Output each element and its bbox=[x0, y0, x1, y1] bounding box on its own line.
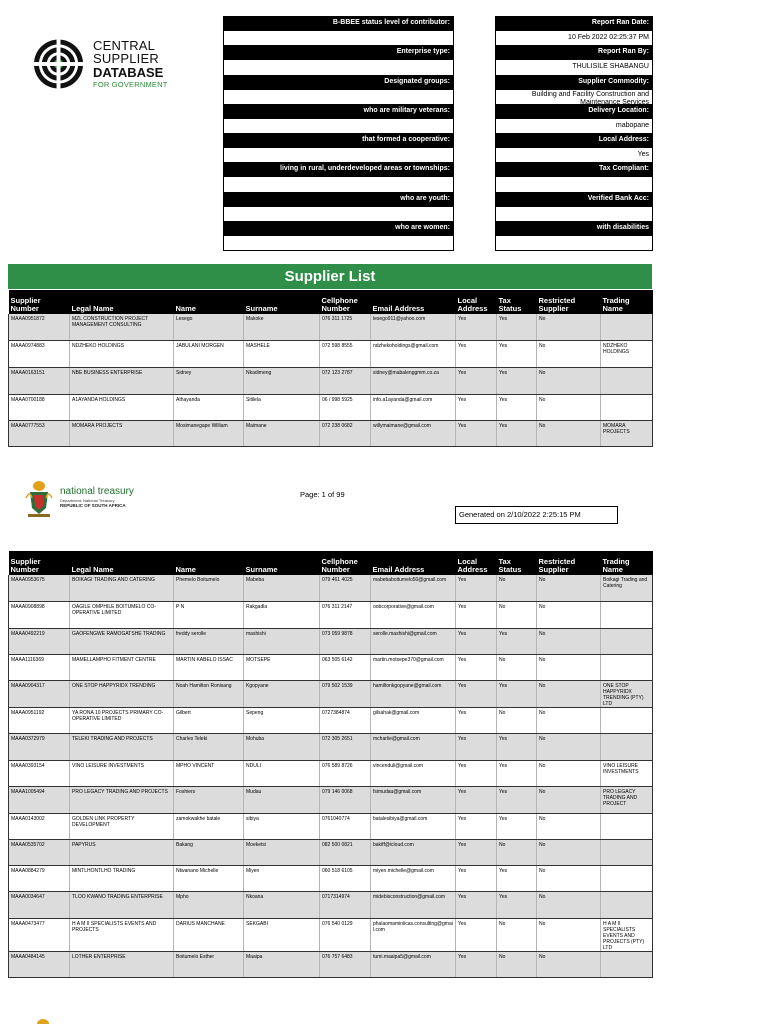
cell-email: willymaimane@gmail.com bbox=[371, 420, 456, 446]
cell-local-address: Yes bbox=[456, 314, 497, 340]
cell-name: Boitumelo Esther bbox=[174, 951, 244, 977]
cell-tax-status: Yes bbox=[497, 340, 537, 367]
cell-name: Bakang bbox=[174, 839, 244, 865]
table-row bbox=[9, 707, 653, 733]
supplier-table-page2 bbox=[8, 551, 653, 978]
criteria-label: Tax Compliant: bbox=[496, 163, 652, 177]
cell-trading-name bbox=[601, 839, 653, 865]
cell-legal-name: PRO LEGACY TRADING AND PROJECTS bbox=[70, 786, 174, 813]
cell-name: Gilbert bbox=[174, 707, 244, 733]
coat-of-arms-icon bbox=[28, 1016, 58, 1024]
column-header-tax-status: Tax Status bbox=[497, 290, 537, 314]
cell-email: batalesibiya@gmail.com bbox=[371, 813, 456, 839]
cell-tax-status: Yes bbox=[497, 367, 537, 394]
cell-restricted-supplier: No bbox=[537, 891, 601, 918]
table-row bbox=[9, 654, 653, 680]
cell-local-address: Yes bbox=[456, 813, 497, 839]
cell-local-address: Yes bbox=[456, 654, 497, 680]
cell-surname: MOTSEPE bbox=[244, 654, 320, 680]
column-header-trading-name: Trading Name bbox=[601, 551, 653, 575]
table-row bbox=[9, 575, 653, 601]
cell-supplier-number: MAAA0908898 bbox=[9, 601, 70, 628]
national-treasury-logo bbox=[24, 474, 159, 522]
column-header-name: Name bbox=[174, 290, 244, 314]
column-header-restricted-supplier: Restricted Supplier bbox=[537, 551, 601, 575]
criteria-label: Delivery Location: bbox=[496, 105, 652, 119]
criteria-value bbox=[224, 207, 453, 222]
cell-name: Charles Teleki bbox=[174, 733, 244, 760]
cell-supplier-number: MAAA0951192 bbox=[9, 707, 70, 733]
cell-tax-status: Yes bbox=[497, 733, 537, 760]
cell-legal-name: PAPYRUS bbox=[70, 839, 174, 865]
cell-trading-name: MOMARA PROJECTS bbox=[601, 420, 653, 446]
cell-email: ndzhekoholdings@gmail.com bbox=[371, 340, 456, 367]
criteria-value bbox=[224, 60, 453, 75]
cell-cellphone: 072 305 2651 bbox=[320, 733, 371, 760]
cell-supplier-number: MAAA1116369 bbox=[9, 654, 70, 680]
cell-legal-name: MOMARA PROJECTS bbox=[70, 420, 174, 446]
cell-trading-name bbox=[601, 314, 653, 340]
cell-tax-status: Yes bbox=[497, 813, 537, 839]
cell-name: MARTIN KABELO ISSAC bbox=[174, 654, 244, 680]
cell-local-address: Yes bbox=[456, 786, 497, 813]
cell-restricted-supplier: No bbox=[537, 314, 601, 340]
cell-email: phalaomaminiicas.consulting@gmail.com bbox=[371, 918, 456, 951]
cell-supplier-number: MAAA0535702 bbox=[9, 839, 70, 865]
cell-legal-name: LOTHER ENTERPRISE bbox=[70, 951, 174, 977]
cell-restricted-supplier: No bbox=[537, 760, 601, 786]
cell-supplier-number: MAAA0372979 bbox=[9, 733, 70, 760]
nt-title: national treasury bbox=[60, 486, 134, 498]
cell-tax-status: Yes bbox=[497, 420, 537, 446]
cell-supplier-number: MAAA0974883 bbox=[9, 340, 70, 367]
cell-name: Lesego bbox=[174, 314, 244, 340]
cell-supplier-number: MAAA0473477 bbox=[9, 918, 70, 951]
cell-restricted-supplier: No bbox=[537, 839, 601, 865]
logo-line3: FOR GOVERNMENT bbox=[93, 80, 168, 90]
criteria-value bbox=[224, 119, 453, 134]
cell-trading-name: Boikagi Trading and Catering bbox=[601, 575, 653, 601]
criteria-value bbox=[224, 177, 453, 192]
column-header-email: Email Address bbox=[371, 290, 456, 314]
cell-surname: mashishi bbox=[244, 628, 320, 654]
cell-surname: Mabeba bbox=[244, 575, 320, 601]
report-criteria-left bbox=[223, 16, 454, 251]
cell-tax-status: Yes bbox=[497, 314, 537, 340]
criteria-value: THULISILE SHABANGU bbox=[496, 60, 652, 75]
cell-trading-name bbox=[601, 601, 653, 628]
cell-legal-name: TLOO KWANO TRADING ENTERPRISE bbox=[70, 891, 174, 918]
cell-restricted-supplier: No bbox=[537, 420, 601, 446]
cell-cellphone: 0717314974 bbox=[320, 891, 371, 918]
table-row bbox=[9, 367, 653, 394]
cell-tax-status: No bbox=[497, 839, 537, 865]
cell-legal-name: MZL CONSTRUCTION PROJECT MANAGEMENT CONSULTING bbox=[70, 314, 174, 340]
column-header-name: Name bbox=[174, 551, 244, 575]
criteria-value bbox=[496, 207, 652, 222]
cell-email: tumi.maaipa5@gmail.com bbox=[371, 951, 456, 977]
cell-legal-name: GAOFENGWE RAMOGATSHE TRADING bbox=[70, 628, 174, 654]
cell-name: Mosimanegape William bbox=[174, 420, 244, 446]
cell-cellphone: 076 757 6483 bbox=[320, 951, 371, 977]
cell-cellphone: 082 500 0821 bbox=[320, 839, 371, 865]
cell-surname: SEKGABI bbox=[244, 918, 320, 951]
cell-surname: Nkoana bbox=[244, 891, 320, 918]
cell-restricted-supplier: No bbox=[537, 394, 601, 420]
table-row bbox=[9, 340, 653, 367]
criteria-label: who are youth: bbox=[224, 193, 453, 207]
cell-trading-name bbox=[601, 654, 653, 680]
table-row bbox=[9, 891, 653, 918]
cell-name: MPHO VINCENT bbox=[174, 760, 244, 786]
cell-email: info.a1ayanda@gmail.com bbox=[371, 394, 456, 420]
cell-tax-status: No bbox=[497, 707, 537, 733]
cell-legal-name: NDZHEKO HOLDINGS bbox=[70, 340, 174, 367]
column-header-legal-name: Legal Name bbox=[70, 290, 174, 314]
cell-cellphone: 079 502 1539 bbox=[320, 680, 371, 707]
cell-surname: Makoke bbox=[244, 314, 320, 340]
cell-tax-status: Yes bbox=[497, 760, 537, 786]
cell-local-address: Yes bbox=[456, 760, 497, 786]
column-header-legal-name: Legal Name bbox=[70, 551, 174, 575]
cell-name: Noah Hamilton Ronisang bbox=[174, 680, 244, 707]
cell-local-address: Yes bbox=[456, 394, 497, 420]
table-row bbox=[9, 628, 653, 654]
cell-email: mabebaboitumelo50@gmail.com bbox=[371, 575, 456, 601]
criteria-label: who are women: bbox=[224, 222, 453, 236]
generated-timestamp: Generated on 2/10/2022 2:25:15 PM bbox=[455, 506, 618, 524]
cell-supplier-number: MAAA0700188 bbox=[9, 394, 70, 420]
table-row bbox=[9, 839, 653, 865]
cell-tax-status: Yes bbox=[497, 865, 537, 891]
cell-local-address: Yes bbox=[456, 951, 497, 977]
nt-country: REPUBLIC OF SOUTH AFRICA bbox=[60, 503, 126, 509]
table-row bbox=[9, 813, 653, 839]
cell-legal-name: A1AYANDA HOLDINGS bbox=[70, 394, 174, 420]
cell-name: DARIUS MANCHANE bbox=[174, 918, 244, 951]
criteria-label: who are military veterans: bbox=[224, 105, 453, 119]
cell-cellphone: 076 540 0129 bbox=[320, 918, 371, 951]
cell-cellphone: 072 598 8555 bbox=[320, 340, 371, 367]
cell-trading-name bbox=[601, 628, 653, 654]
cell-legal-name: VINO LEISURE INVESTMENTS bbox=[70, 760, 174, 786]
cell-restricted-supplier: No bbox=[537, 786, 601, 813]
cell-name: zamokwakhe batale bbox=[174, 813, 244, 839]
cell-supplier-number: MAAA0393154 bbox=[9, 760, 70, 786]
cell-legal-name: MAMELLAMPHO FITMENT CENTRE bbox=[70, 654, 174, 680]
table-row bbox=[9, 951, 653, 977]
cell-name: freddy serolle bbox=[174, 628, 244, 654]
criteria-label: Supplier Commodity: bbox=[496, 76, 652, 90]
cell-cellphone: 079 461 4025 bbox=[320, 575, 371, 601]
cell-surname: NDULI bbox=[244, 760, 320, 786]
column-header-cellphone: Cellphone Number bbox=[320, 551, 371, 575]
cell-restricted-supplier: No bbox=[537, 813, 601, 839]
table-row bbox=[9, 918, 653, 951]
cell-name: JABULANI MORGEN bbox=[174, 340, 244, 367]
cell-name: Foshiers bbox=[174, 786, 244, 813]
column-header-trading-name: Trading Name bbox=[601, 290, 653, 314]
column-header-supplier-number: Supplier Number bbox=[9, 551, 70, 575]
cell-cellphone: 072 238 0682 bbox=[320, 420, 371, 446]
criteria-value bbox=[496, 177, 652, 192]
criteria-value: Building and Facility Construction and Maintenance Services bbox=[496, 90, 652, 105]
column-header-tax-status: Tax Status bbox=[497, 551, 537, 575]
cell-supplier-number: MAAA0034647 bbox=[9, 891, 70, 918]
cell-surname: Sepeng bbox=[244, 707, 320, 733]
cell-local-address: Yes bbox=[456, 839, 497, 865]
criteria-label: with disabilities bbox=[496, 222, 652, 236]
cell-supplier-number: MAAA1005494 bbox=[9, 786, 70, 813]
cell-local-address: Yes bbox=[456, 891, 497, 918]
cell-surname: sibiya bbox=[244, 813, 320, 839]
cell-name: Mpho bbox=[174, 891, 244, 918]
cell-email: miyen.michelle@gmail.com bbox=[371, 865, 456, 891]
cell-surname: Nkadimeng bbox=[244, 367, 320, 394]
cell-supplier-number: MAAA0777553 bbox=[9, 420, 70, 446]
cell-email: fsimudau@gmail.com bbox=[371, 786, 456, 813]
cell-surname: Mohuba bbox=[244, 733, 320, 760]
cell-trading-name: ONE STOP HAPPYRIDX TRENDING (PTY) LTD bbox=[601, 680, 653, 707]
cell-local-address: Yes bbox=[456, 707, 497, 733]
cell-email: bakiff@icloud.com bbox=[371, 839, 456, 865]
column-header-cellphone: Cellphone Number bbox=[320, 290, 371, 314]
cell-legal-name: YA RONA 10 PROJECTS PRIMARY CO-OPERATIVE LIMITED bbox=[70, 707, 174, 733]
cell-cellphone: 076 311 1725 bbox=[320, 314, 371, 340]
cell-local-address: Yes bbox=[456, 367, 497, 394]
cell-cellphone: 076 589 8726 bbox=[320, 760, 371, 786]
cell-local-address: Yes bbox=[456, 680, 497, 707]
cell-cellphone: 073 059 9878 bbox=[320, 628, 371, 654]
cell-tax-status: No bbox=[497, 951, 537, 977]
criteria-value bbox=[496, 236, 652, 251]
cell-tax-status: No bbox=[497, 918, 537, 951]
cell-name: P N bbox=[174, 601, 244, 628]
criteria-label: B-BBEE status level of contributor: bbox=[224, 17, 453, 31]
cell-trading-name bbox=[601, 813, 653, 839]
cell-surname: Kgopyane bbox=[244, 680, 320, 707]
cell-local-address: Yes bbox=[456, 420, 497, 446]
report-criteria-right bbox=[495, 16, 653, 251]
cell-tax-status: Yes bbox=[497, 628, 537, 654]
column-header-restricted-supplier: Restricted Supplier bbox=[537, 290, 601, 314]
criteria-value bbox=[224, 148, 453, 163]
cell-trading-name: NDZHEKO HOLDINGS bbox=[601, 340, 653, 367]
cell-surname: MASHELE bbox=[244, 340, 320, 367]
cell-email: martin.motsepe370@gmail.com bbox=[371, 654, 456, 680]
cell-tax-status: Yes bbox=[497, 680, 537, 707]
table-row bbox=[9, 760, 653, 786]
cell-restricted-supplier: No bbox=[537, 628, 601, 654]
criteria-label: Local Address: bbox=[496, 134, 652, 148]
cell-cellphone: 072 123 2787 bbox=[320, 367, 371, 394]
cell-restricted-supplier: No bbox=[537, 367, 601, 394]
column-header-email: Email Address bbox=[371, 551, 456, 575]
cell-email: gilsahak@gmail.com bbox=[371, 707, 456, 733]
csd-logo-icon bbox=[32, 37, 85, 91]
cell-local-address: Yes bbox=[456, 601, 497, 628]
cell-name: Sidney bbox=[174, 367, 244, 394]
cell-legal-name: H A M II SPECIALISTS EVENTS AND PROJECTS bbox=[70, 918, 174, 951]
cell-trading-name bbox=[601, 865, 653, 891]
cell-restricted-supplier: No bbox=[537, 340, 601, 367]
cell-email: vincenduli@gmail.com bbox=[371, 760, 456, 786]
cell-surname: Mudau bbox=[244, 786, 320, 813]
criteria-label: Enterprise type: bbox=[224, 46, 453, 60]
cell-local-address: Yes bbox=[456, 918, 497, 951]
cell-legal-name: MINTLHONTLHO TRADING bbox=[70, 865, 174, 891]
cell-name: Athayanda bbox=[174, 394, 244, 420]
cell-surname: Maimane bbox=[244, 420, 320, 446]
table-row bbox=[9, 601, 653, 628]
table-row bbox=[9, 314, 653, 340]
column-header-surname: Surname bbox=[244, 290, 320, 314]
cell-email: lesego911@yahoo.com bbox=[371, 314, 456, 340]
cell-restricted-supplier: No bbox=[537, 865, 601, 891]
cell-legal-name: BOIKAGI TRADING AND CATERING bbox=[70, 575, 174, 601]
table-row bbox=[9, 865, 653, 891]
cell-local-address: Yes bbox=[456, 865, 497, 891]
cell-restricted-supplier: No bbox=[537, 601, 601, 628]
cell-cellphone: 06 / 998 5925 bbox=[320, 394, 371, 420]
cell-supplier-number: MAAA0143002 bbox=[9, 813, 70, 839]
criteria-value bbox=[224, 90, 453, 105]
column-header-supplier-number: Supplier Number bbox=[9, 290, 70, 314]
cell-restricted-supplier: No bbox=[537, 575, 601, 601]
coat-of-arms-icon bbox=[24, 478, 54, 518]
cell-cellphone: 063 505 6142 bbox=[320, 654, 371, 680]
cell-tax-status: Yes bbox=[497, 891, 537, 918]
cell-tax-status: No bbox=[497, 654, 537, 680]
criteria-value: mabopane bbox=[496, 119, 652, 134]
criteria-label: living in rural, underdeveloped areas or townships: bbox=[224, 163, 453, 177]
table-row bbox=[9, 733, 653, 760]
cell-local-address: Yes bbox=[456, 575, 497, 601]
supplier-list-title: Supplier List bbox=[8, 264, 652, 289]
cell-surname: Sitilela bbox=[244, 394, 320, 420]
criteria-label: Report Ran Date: bbox=[496, 17, 652, 31]
cell-restricted-supplier: No bbox=[537, 733, 601, 760]
cell-supplier-number: MAAA0492219 bbox=[9, 628, 70, 654]
cell-surname: Moeketsi bbox=[244, 839, 320, 865]
cell-surname: Miyen bbox=[244, 865, 320, 891]
cell-restricted-supplier: No bbox=[537, 654, 601, 680]
criteria-label: Verified Bank Acc: bbox=[496, 193, 652, 207]
cell-cellphone: 076 311 2147 bbox=[320, 601, 371, 628]
cell-legal-name: ONE STOP HAPPYRIDX TRENDING bbox=[70, 680, 174, 707]
column-header-local-address: Local Address bbox=[456, 551, 497, 575]
cell-email: mcharlie@gmail.com bbox=[371, 733, 456, 760]
cell-surname: Rakgadla bbox=[244, 601, 320, 628]
cell-trading-name: PRO LEGACY TRADING AND PROJECT bbox=[601, 786, 653, 813]
cell-supplier-number: MAAA0904317 bbox=[9, 680, 70, 707]
criteria-label: Report Ran By: bbox=[496, 46, 652, 60]
table-row bbox=[9, 680, 653, 707]
cell-trading-name bbox=[601, 891, 653, 918]
table-row bbox=[9, 420, 653, 446]
criteria-value: 10 Feb 2022 02:25:37 PM bbox=[496, 31, 652, 46]
criteria-value bbox=[224, 236, 453, 251]
logo-line2: DATABASE bbox=[93, 65, 164, 81]
cell-surname: Maaipa bbox=[244, 951, 320, 977]
cell-local-address: Yes bbox=[456, 340, 497, 367]
cell-supplier-number: MAAA0884279 bbox=[9, 865, 70, 891]
cell-trading-name: VINO LEISURE INVESTMENTS bbox=[601, 760, 653, 786]
cell-tax-status: No bbox=[497, 601, 537, 628]
cell-supplier-number: MAAA0484145 bbox=[9, 951, 70, 977]
cell-tax-status: No bbox=[497, 575, 537, 601]
criteria-label: Designated groups: bbox=[224, 76, 453, 90]
cell-legal-name: TELEKI TRADING AND PROJECTS bbox=[70, 733, 174, 760]
column-header-local-address: Local Address bbox=[456, 290, 497, 314]
cell-trading-name bbox=[601, 707, 653, 733]
cell-cellphone: 079 146 0068 bbox=[320, 786, 371, 813]
supplier-table-page1 bbox=[8, 290, 653, 447]
table-row bbox=[9, 786, 653, 813]
cell-trading-name bbox=[601, 733, 653, 760]
table-row bbox=[9, 394, 653, 420]
page-number: Page: 1 of 99 bbox=[300, 490, 345, 499]
cell-supplier-number: MAAA0163151 bbox=[9, 367, 70, 394]
cell-trading-name: H A M II SPECIALISTS EVENTS AND PROJECTS (PTY) LTD bbox=[601, 918, 653, 951]
criteria-value: Yes bbox=[496, 148, 652, 163]
criteria-label: that formed a cooperative: bbox=[224, 134, 453, 148]
cell-trading-name bbox=[601, 394, 653, 420]
cell-restricted-supplier: No bbox=[537, 680, 601, 707]
cell-cellphone: 0761040774 bbox=[320, 813, 371, 839]
criteria-value bbox=[224, 31, 453, 46]
cell-email: midebisconstruction@gmail.com bbox=[371, 891, 456, 918]
column-header-surname: Surname bbox=[244, 551, 320, 575]
cell-email: sidney@mabalenggmm.co.za bbox=[371, 367, 456, 394]
nt-department: Department: National Treasury bbox=[60, 498, 115, 504]
cell-name: Ntwanano Michelle bbox=[174, 865, 244, 891]
cell-tax-status: Yes bbox=[497, 786, 537, 813]
cell-email: hamiltonkgopyane@gmail.com bbox=[371, 680, 456, 707]
cell-legal-name: NBE BUSINESS ENTERPRISE bbox=[70, 367, 174, 394]
cell-cellphone: 0727384874 bbox=[320, 707, 371, 733]
cell-trading-name bbox=[601, 951, 653, 977]
cell-email: serolle.mashishi@gmail.com bbox=[371, 628, 456, 654]
cell-restricted-supplier: No bbox=[537, 918, 601, 951]
csd-logo bbox=[32, 34, 222, 94]
cell-restricted-supplier: No bbox=[537, 951, 601, 977]
cell-supplier-number: MAAA0953675 bbox=[9, 575, 70, 601]
logo-line1: CENTRAL SUPPLIER bbox=[93, 38, 159, 67]
cell-cellphone: 060 518 6105 bbox=[320, 865, 371, 891]
cell-local-address: Yes bbox=[456, 628, 497, 654]
cell-legal-name: OAGILE OMPHILE BOITUMELO CO-OPERATIVE LIMITED bbox=[70, 601, 174, 628]
cell-trading-name bbox=[601, 367, 653, 394]
cell-supplier-number: MAAA0951872 bbox=[9, 314, 70, 340]
cell-name: Phemelo Boitumelo bbox=[174, 575, 244, 601]
cell-legal-name: GOLDEN LINK PROPERTY DEVELOPMENT bbox=[70, 813, 174, 839]
cell-tax-status: Yes bbox=[497, 394, 537, 420]
cell-local-address: Yes bbox=[456, 733, 497, 760]
cell-email: oobcorporative@gmail.com bbox=[371, 601, 456, 628]
cell-restricted-supplier: No bbox=[537, 707, 601, 733]
